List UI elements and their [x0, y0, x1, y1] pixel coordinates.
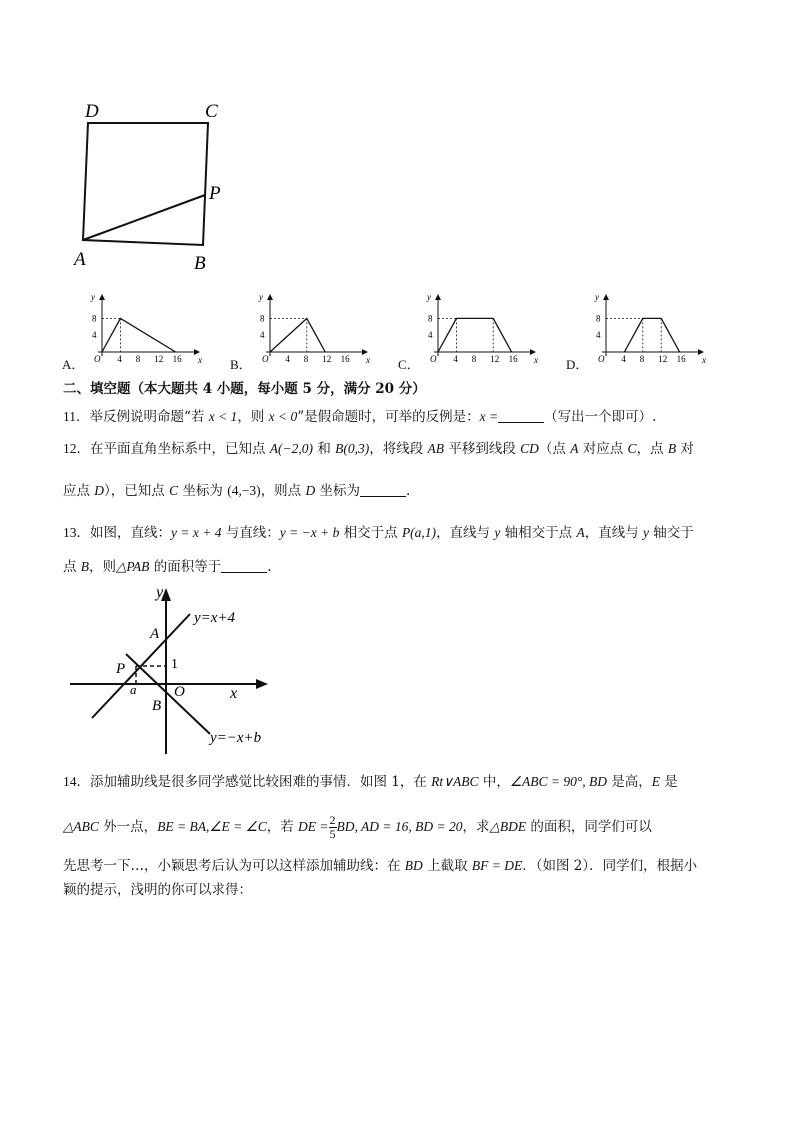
fig-p-label: P [116, 661, 126, 677]
option-label: C． [398, 357, 420, 372]
fig-b-label: B [152, 698, 162, 714]
q12-text: ，则点 [260, 483, 306, 499]
q12-text: 坐标为 [315, 483, 361, 499]
x-tick-label: 16 [172, 354, 182, 364]
y-tick-label: 8 [92, 313, 97, 324]
label-b: B [194, 253, 206, 274]
question-12-line-1 [63, 439, 694, 459]
q12-number: 12． [63, 441, 90, 456]
q12-text: 对应点 [578, 441, 628, 457]
q12-text: 和 [313, 441, 336, 457]
q11-text-1: 举反例说明命题“若 [89, 409, 209, 425]
q14-eq: BD, AD = 16, BD = 20 [336, 819, 463, 834]
q13-line-figure [70, 582, 290, 762]
fig-y-label: y [156, 584, 164, 601]
fig-line1-label: y=x+4 [194, 610, 236, 626]
function-graph-line [438, 318, 512, 352]
y-tick-label: 4 [596, 330, 601, 341]
question-14-line-2 [63, 814, 652, 841]
x-tick-label: 8 [639, 354, 645, 364]
q14-eq: DE = [298, 819, 329, 834]
q13-number: 13． [63, 525, 90, 540]
q13-text: 的面积等于 [149, 559, 222, 575]
q13-text: 点 [63, 559, 81, 575]
q12-text: 应点 [63, 483, 95, 499]
fraction-numerator: 2 [329, 813, 336, 827]
option-graph-2[interactable] [398, 284, 548, 374]
q13-text: ，直线与 [584, 525, 643, 541]
q14-angle: ∠ABC = 90°, BD [509, 774, 607, 789]
x-tick-label: 12 [658, 354, 668, 364]
q14-triangle: △ABC [63, 819, 99, 834]
label-a: A [74, 249, 86, 270]
x-axis-label: x [366, 355, 370, 365]
q12-var: D [305, 483, 316, 498]
q14-text: ．（如图 2）．同学们，根据小 [522, 858, 698, 874]
q11-math-2: x < 0 [268, 409, 298, 424]
q13-var: y [643, 525, 649, 540]
q13-text: 轴交于 [649, 525, 694, 541]
q13-text: ，则 [89, 559, 117, 575]
q13-text: ，直线与 [436, 525, 495, 541]
q14-text: 上截取 [422, 858, 472, 874]
y-tick-label: 4 [260, 330, 265, 341]
x-axis-label: x [198, 355, 202, 365]
q14-text: ，若 [266, 819, 299, 835]
question-13-line-2 [63, 557, 272, 577]
label-p: P [209, 183, 221, 204]
q13-text: . [267, 559, 272, 575]
x-tick-label: 8 [471, 354, 477, 364]
x-tick-label: 8 [303, 354, 309, 364]
square-outline [83, 123, 208, 245]
q11-answer-blank[interactable] [498, 408, 544, 423]
y-axis-arrow [267, 294, 273, 300]
y-tick-label: 8 [596, 313, 601, 324]
q14-text: 外一点， [98, 819, 158, 835]
fig-a-value-label: a [130, 682, 137, 697]
fig-o-label: O [174, 684, 185, 700]
q12-var: A [570, 441, 579, 456]
fig-x-label: x [230, 685, 238, 702]
origin-label: O [94, 354, 101, 364]
option-label: D． [566, 357, 589, 372]
q12-text: 对 [676, 441, 694, 457]
y-tick-label: 4 [92, 330, 97, 341]
function-graph-line [270, 318, 325, 352]
q13-var: y [494, 525, 501, 540]
q14-var: E [651, 774, 661, 789]
q11-math-3: x = [479, 409, 499, 424]
q13-point-p: P(a,1) [401, 525, 437, 540]
q11-number: 11． [63, 409, 90, 424]
function-graph-line [624, 318, 679, 352]
q14-triangle: △BDE [489, 819, 527, 834]
option-graph-1[interactable] [230, 284, 380, 374]
q13-triangle: △PAB [116, 559, 150, 574]
question-14-line-3 [63, 856, 697, 876]
section-heading: 二、填空题（本大题共 4 小题，每小题 5 分，满分 20 分） [63, 381, 426, 397]
q14-text: 是 [660, 774, 678, 790]
q13-var: B [80, 559, 90, 574]
x-tick-label: 4 [621, 354, 626, 364]
q14-eq: BE = BA,∠E = ∠C [157, 819, 267, 834]
question-14-line-1 [63, 772, 678, 792]
question-12-line-2 [63, 481, 410, 501]
q11-text-3: ”是假命题时，可举的反例是： [297, 409, 480, 425]
y-axis-arrow [99, 294, 105, 300]
label-c: C [205, 101, 218, 122]
q14-number: 14． [63, 774, 90, 789]
q14-text: 的面积，同学们可以 [526, 819, 652, 835]
x-tick-label: 4 [453, 354, 458, 364]
fig-line2-label: y=−x+b [210, 730, 262, 746]
q11-text-4: （写出一个即可）. [544, 409, 657, 425]
x-tick-label: 4 [117, 354, 122, 364]
q12-text: （点 [538, 441, 571, 457]
q14-text: 添加辅助线是很多同学感觉比较困难的事情．如图 1，在 [90, 774, 432, 790]
option-plot [422, 284, 542, 372]
y-axis-label: y [595, 292, 599, 302]
question-11 [63, 407, 656, 427]
x-axis-label: x [534, 355, 538, 365]
q12-var: B [667, 441, 677, 456]
y-axis-label: y [259, 292, 263, 302]
q12-var: D [94, 483, 105, 498]
x-tick-label: 12 [322, 354, 332, 364]
q14-text: 中， [478, 774, 510, 790]
option-label: B． [230, 357, 252, 372]
y-axis-arrow [603, 294, 609, 300]
q12-text: ，将线段 [369, 441, 428, 457]
q14-text: 先思考一下…，小颖思考后认为可以这样添加辅助线：在 [63, 858, 405, 874]
option-graph-3[interactable] [566, 284, 716, 374]
q13-var: A [576, 525, 585, 540]
y-tick-label: 8 [260, 313, 265, 324]
x-tick-label: 16 [676, 354, 686, 364]
option-plot [86, 284, 206, 372]
q12-answer-blank[interactable] [360, 482, 406, 497]
fraction-denominator: 5 [329, 827, 336, 841]
x-tick-label: 12 [154, 354, 164, 364]
y-axis-arrow [435, 294, 441, 300]
q14-var: BD [404, 858, 423, 873]
q11-text-2: ，则 [237, 409, 269, 425]
x-tick-label: 16 [508, 354, 518, 364]
option-graph-0[interactable] [62, 284, 212, 374]
x-axis-arrow [256, 679, 268, 689]
x-tick-label: 12 [490, 354, 500, 364]
question-14-line-4: 颖的提示，浅明的你可以求得： [63, 882, 252, 898]
y-axis-label: y [427, 292, 431, 302]
q14-eq: BF = DE [471, 858, 523, 873]
q12-segment-cd: CD [520, 441, 539, 456]
origin-label: O [598, 354, 605, 364]
fraction-two-fifths [329, 814, 337, 841]
q14-rt-triangle: Rt∨ABC [431, 774, 479, 789]
square-abcd-figure [70, 95, 240, 275]
q12-text: ，点 [636, 441, 668, 457]
q12-text: ），已知点 [104, 483, 170, 499]
q11-math-1: x < 1 [208, 409, 238, 424]
y-axis-label: y [91, 292, 95, 302]
function-graph-line [102, 318, 176, 352]
q13-text: 轴相交于点 [500, 525, 577, 541]
q14-text: 是高， [606, 774, 652, 790]
y-tick-label: 8 [428, 313, 433, 324]
option-plot [590, 284, 710, 372]
q12-coord-c: (4,−3) [227, 483, 261, 498]
x-axis-label: x [702, 355, 706, 365]
option-label: A． [62, 357, 85, 372]
q14-text: ，求 [462, 819, 490, 835]
fig-a-label: A [150, 626, 160, 642]
x-tick-label: 8 [135, 354, 141, 364]
q12-text: 在平面直角坐标系中，已知点 [90, 441, 270, 457]
q12-text: 平移到线段 [444, 441, 521, 457]
q12-point-a: A(−2,0) [269, 441, 314, 456]
question-13-line-1 [63, 523, 694, 543]
fig-one-label: 1 [171, 657, 178, 672]
origin-label: O [262, 354, 269, 364]
q13-eq-1: y = x + 4 [171, 525, 222, 540]
label-d: D [85, 101, 99, 122]
origin-label: O [430, 354, 437, 364]
q12-var: C [169, 483, 179, 498]
q12-segment-ab: AB [427, 441, 445, 456]
segment-ap [83, 195, 205, 240]
q13-text: 与直线： [221, 525, 280, 541]
q13-answer-blank[interactable] [221, 558, 267, 573]
q13-eq-2: y = −x + b [279, 525, 340, 540]
q13-text: 相交于点 [339, 525, 402, 541]
x-tick-label: 4 [285, 354, 290, 364]
option-plot [254, 284, 374, 372]
q12-point-b: B(0,3) [335, 441, 370, 456]
x-tick-label: 16 [340, 354, 350, 364]
q12-var: C [627, 441, 637, 456]
q13-text: 如图，直线： [90, 525, 171, 541]
q12-text: 坐标为 [178, 483, 228, 499]
q12-text: . [406, 483, 411, 499]
y-tick-label: 4 [428, 330, 433, 341]
